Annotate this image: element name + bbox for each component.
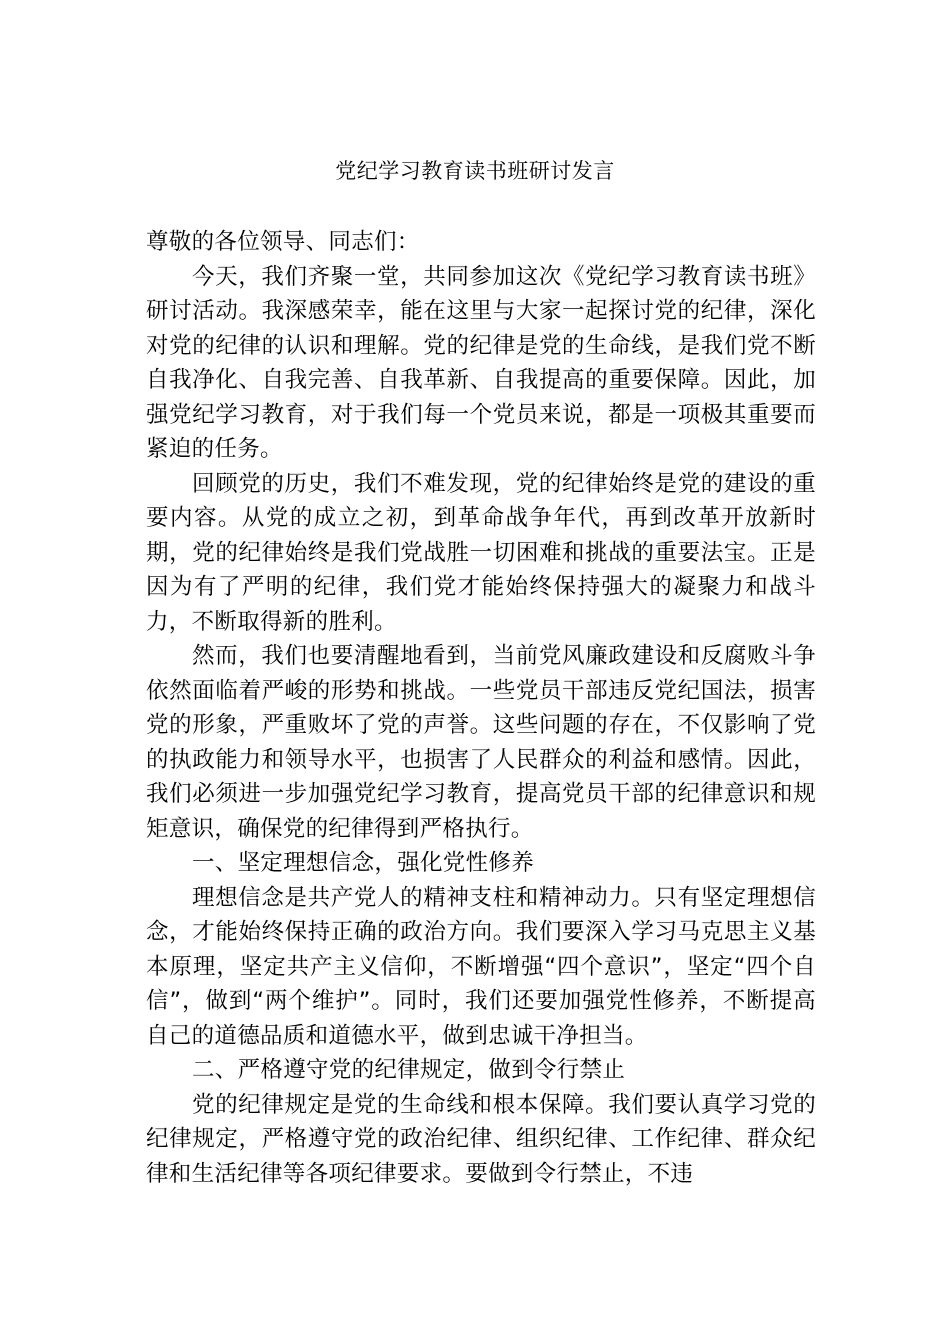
paragraph-intro: 今天，我们齐聚一堂，共同参加这次《党纪学习教育读书班》研讨活动。我深感荣幸，能在这里与大家一起探讨党的纪律，深化对党的纪律的认识和理解。党的纪律是党的生命线，是我们党不断自我净化、自我完善、自我革新、自我提高的重要保障。因此，加强党纪学习教育，对于我们每一个党员来说，都是一项极其重要而紧迫的任务。 bbox=[146, 263, 816, 462]
paragraph-challenges: 然而，我们也要清醒地看到，当前党风廉政建设和反腐败斗争依然面临着严峻的形势和挑战。一些党员干部违反党纪国法，损害党的形象，严重败坏了党的声誉。这些问题的存在，不仅影响了党的执政能力和领导水平，也损害了人民群众的利益和感情。因此，我们必须进一步加强党纪学习教育，提高党员干部的纪律意识和规矩意识，确保党的纪律得到严格执行。 bbox=[146, 643, 816, 842]
document-title: 党纪学习教育读书班研讨发言 bbox=[335, 159, 615, 183]
paragraph-history: 回顾党的历史，我们不难发现，党的纪律始终是党的建设的重要内容。从党的成立之初，到革命战争年代，再到改革开放新时期，党的纪律始终是我们党战胜一切困难和挑战的重要法宝。正是因为有了严明的纪律，我们党才能始终保持强大的凝聚力和战斗力，不断取得新的胜利。 bbox=[146, 470, 816, 635]
document-body bbox=[146, 225, 816, 1191]
section-heading-2: 二、严格遵守党的纪律规定，做到令行禁止 bbox=[192, 1057, 626, 1083]
section-heading-1: 一、坚定理想信念，强化党性修养 bbox=[192, 850, 535, 876]
salutation: 尊敬的各位领导、同志们： bbox=[146, 229, 420, 255]
paragraph-section-2: 党的纪律规定是党的生命线和根本保障。我们要认真学习党的纪律规定，严格遵守党的政治纪律、组织纪律、工作纪律、群众纪律和生活纪律等各项纪律要求。要做到令行禁止，不违 bbox=[146, 1091, 816, 1187]
paragraph-section-1: 理想信念是共产党人的精神支柱和精神动力。只有坚定理想信念，才能始终保持正确的政治方向。我们要深入学习马克思主义基本原理，坚定共产主义信仰，不断增强“四个意识”，坚定“四个自信”，做到“两个维护”。同时，我们还要加强党性修养，不断提高自己的道德品质和道德水平，做到忠诚干净担当。 bbox=[146, 884, 816, 1049]
